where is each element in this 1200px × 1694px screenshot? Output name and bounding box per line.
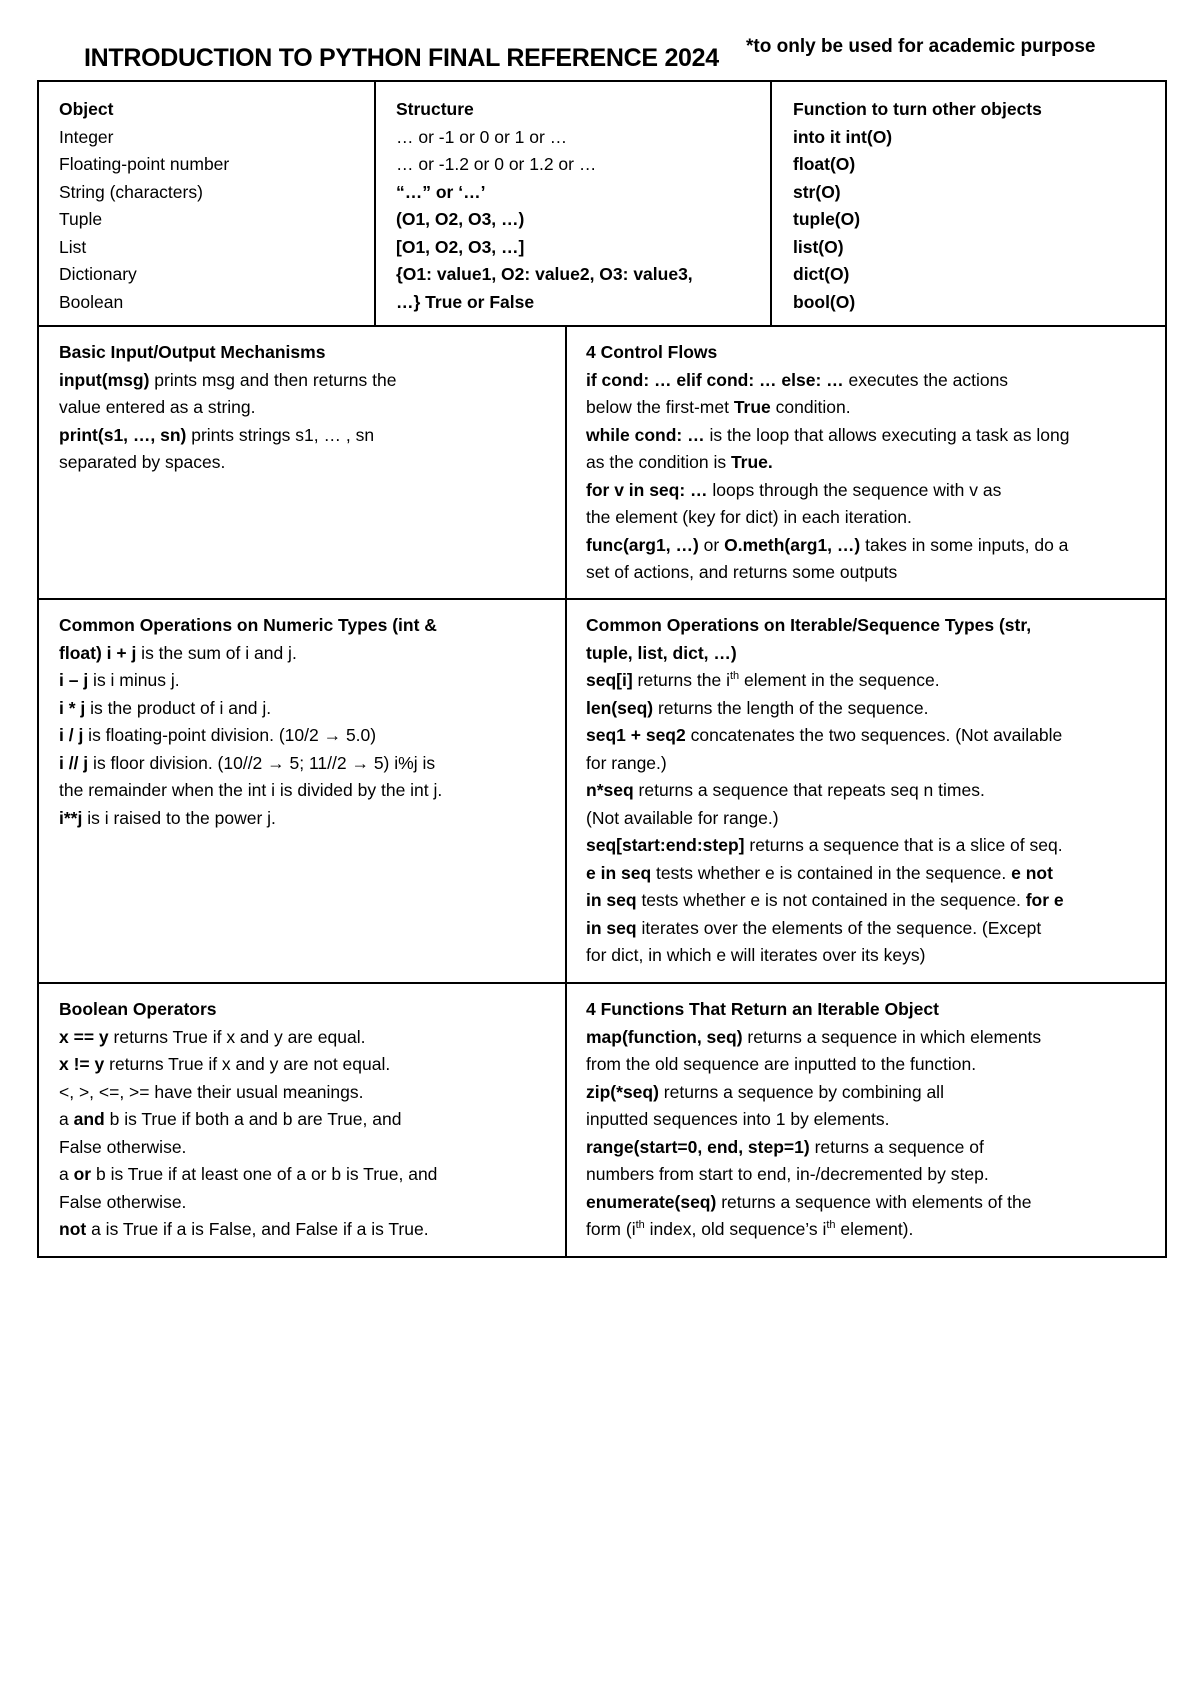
funcs-text: returns a sequence with elements of the [716,1191,1032,1212]
boolean-text: returns True if x and y are equal. [108,1026,366,1047]
iterable-code: seq[start:end:step] [586,835,745,855]
funcs-text: inputted sequences into 1 by elements. [586,1109,890,1129]
iterable-title: tuple, list, dict, …) [586,642,737,663]
control-code: True. [730,452,773,472]
iterable-code: in seq [586,917,637,938]
numeric-text: is i raised to the power j. [82,807,276,828]
funcs-code: map(function, seq) [586,1026,743,1047]
function-item: list(O) [793,236,844,257]
numeric-bold: float) [59,642,102,663]
control-text: executes the actions [843,369,1009,390]
io-text: prints strings s1, … , sn [186,424,375,445]
divider-col-b [770,82,772,326]
boolean-code: and [73,1109,105,1129]
control-text: is the loop that allows executing a task as long [704,424,1070,445]
function-item: tuple(O) [793,209,861,229]
funcs-text: returns a sequence in which elements [742,1026,1042,1047]
iterable-code: seq[i] [586,670,633,690]
control-code: True [733,397,771,417]
structure-item: … or -1.2 or 0 or 1.2 or … [396,154,597,174]
io-text: prints msg and then returns the [149,369,397,390]
function-header: Function to turn other objects [793,99,1042,119]
structure-item: [O1, O2, O3, …] [396,236,525,257]
numeric-text: is i minus j. [88,670,180,690]
control-text: below the first-met [586,397,734,417]
structure-item: … or -1 or 0 or 1 or … [396,126,568,147]
object-header: Object [59,99,114,119]
funcs-title: 4 Functions That Return an Iterable Object [586,999,939,1019]
iterable-text: (Not available for range.) [586,807,779,828]
boolean-text: <, >, <=, >= have their usual meanings. [59,1081,364,1102]
control-code: while cond: … [586,424,705,445]
structure-header: Structure [396,99,474,119]
boolean-text: b is True if at least one of a or b is True, and [91,1164,438,1184]
iterable-text: returns a sequence that is a slice of seq. [744,835,1063,855]
numeric-text: is the sum of i and j. [136,642,297,663]
control-text: condition. [770,397,851,417]
control-text: takes in some inputs, do a [860,534,1069,555]
usage-note: *to only be used for academic purpose [746,36,1096,57]
boolean-text: a is True if a is False, and False if a is True. [86,1219,429,1239]
numeric-code: i // j [59,752,89,773]
funcs-text: numbers from start to end, in-/decremented by step. [586,1164,989,1184]
control-text: or [698,534,725,555]
numeric-code: i – j [59,670,89,690]
reference-table [37,80,1167,1258]
numeric-text: is the product of i and j. [85,697,272,718]
control-title: 4 Control Flows [586,342,718,362]
control-text: as the condition is [586,452,731,472]
iterable-text: iterates over the elements of the sequence. (Except [636,917,1042,938]
boolean-code: x == y [59,1026,109,1047]
divider-row-3 [39,982,1165,984]
iterable-functions-section [586,996,1164,1244]
io-code: input(msg) [59,369,150,390]
numeric-code: i / j [59,725,84,745]
object-item: Floating-point number [59,154,230,174]
boolean-text: False otherwise. [59,1191,187,1212]
boolean-code: or [73,1164,92,1184]
iterable-text: for dict, in which e will iterates over its keys) [586,945,926,965]
numeric-text: the remainder when the int i is divided by the int j. [59,780,443,800]
divider-row-2 [39,598,1165,600]
funcs-text: form (i [586,1219,636,1239]
numeric-code: i**j [59,807,83,828]
iterable-text: returns the i [632,670,730,690]
control-text: loops through the sequence with v as [707,479,1002,500]
object-item: Dictionary [59,264,137,284]
iterable-code: for e [1025,890,1064,910]
control-code: for v in seq: … [586,479,708,500]
funcs-text: from the old sequence are inputted to the function. [586,1054,977,1074]
iterable-code: in seq [586,890,637,910]
funcs-text: returns a sequence by combining all [658,1081,944,1102]
iterable-code: e not [1011,862,1053,883]
iterable-code: seq1 + seq2 [586,725,686,745]
control-code: O.meth(arg1, …) [724,534,861,555]
boolean-text: returns True if x and y are not equal. [104,1054,391,1074]
boolean-text: False otherwise. [59,1136,187,1157]
io-text: value entered as a string. [59,397,256,417]
iterable-sup: th [729,670,740,683]
iterable-code: len(seq) [586,697,654,718]
funcs-text: element). [835,1219,914,1239]
iterable-title: Common Operations on Iterable/Sequence Types (str, [586,615,1032,635]
iterable-text: for range.) [586,752,667,773]
structure-item: (O1, O2, O3, …) [396,209,525,229]
io-section [59,339,559,477]
iterable-text: element in the sequence. [739,670,940,690]
boolean-text: a [59,1109,74,1129]
control-code: if cond: … elif cond: … else: … [586,369,844,390]
iterable-text: tests whether e is not contained in the sequence. [636,890,1026,910]
function-item: str(O) [793,181,841,202]
io-code: print(s1, …, sn) [59,424,187,445]
structure-item: “…” or ‘…’ [396,181,486,202]
control-flow-section [586,339,1164,587]
iterable-text: concatenates the two sequences. (Not available [685,725,1063,745]
iterable-text: returns a sequence that repeats seq n times. [633,780,985,800]
object-item: String (characters) [59,181,203,202]
numeric-code: i + j [101,642,137,663]
structure-column [396,96,766,316]
iterable-text: returns the length of the sequence. [653,697,929,718]
funcs-text: index, old sequence’s i [644,1219,827,1239]
control-text: set of actions, and returns some outputs [586,562,898,582]
io-title: Basic Input/Output Mechanisms [59,342,326,362]
funcs-code: range(start=0, end, step=1) [586,1136,810,1157]
funcs-code: zip(*seq) [586,1081,659,1102]
boolean-section [59,996,559,1244]
iterable-text: tests whether e is contained in the sequence. [651,862,1012,883]
numeric-text: is floating-point division. (10/2 → 5.0) [83,725,377,745]
page-title: INTRODUCTION TO PYTHON FINAL REFERENCE 2024 [84,44,719,72]
funcs-sup: th [826,1219,836,1232]
numeric-code: i * j [59,697,86,718]
numeric-title: Common Operations on Numeric Types (int & [59,615,437,635]
iterable-section [586,612,1164,970]
io-text: separated by spaces. [59,452,226,472]
numeric-text: is floor division. (10//2 → 5; 11//2 → 5) i%j is [88,752,436,773]
function-column [793,96,1163,316]
divider-row-1 [39,325,1165,327]
object-item: List [59,236,87,257]
boolean-text: a [59,1164,74,1184]
object-item: Integer [59,126,114,147]
object-item: Tuple [59,209,103,229]
boolean-text: b is True if both a and b are True, and [104,1109,402,1129]
iterable-code: e in seq [586,862,652,883]
boolean-code: not [59,1219,87,1239]
control-code: func(arg1, …) [586,534,699,555]
funcs-sup: th [635,1219,645,1232]
boolean-code: x != y [59,1054,105,1074]
numeric-section [59,612,559,832]
iterable-code: n*seq [586,780,634,800]
control-text: the element (key for dict) in each iteration. [586,507,912,527]
function-item: dict(O) [793,264,850,284]
boolean-title: Boolean Operators [59,999,217,1019]
funcs-text: returns a sequence of [809,1136,984,1157]
divider-col-a [374,82,376,326]
object-item: Boolean [59,291,124,312]
structure-item: {O1: value1, O2: value2, O3: value3, [396,264,693,284]
function-item: into it int(O) [793,126,893,147]
function-item: float(O) [793,154,856,174]
funcs-code: enumerate(seq) [586,1191,717,1212]
structure-item: …} True or False [396,291,535,312]
divider-col-c [565,326,567,1256]
function-item: bool(O) [793,291,856,312]
object-column [59,96,369,316]
